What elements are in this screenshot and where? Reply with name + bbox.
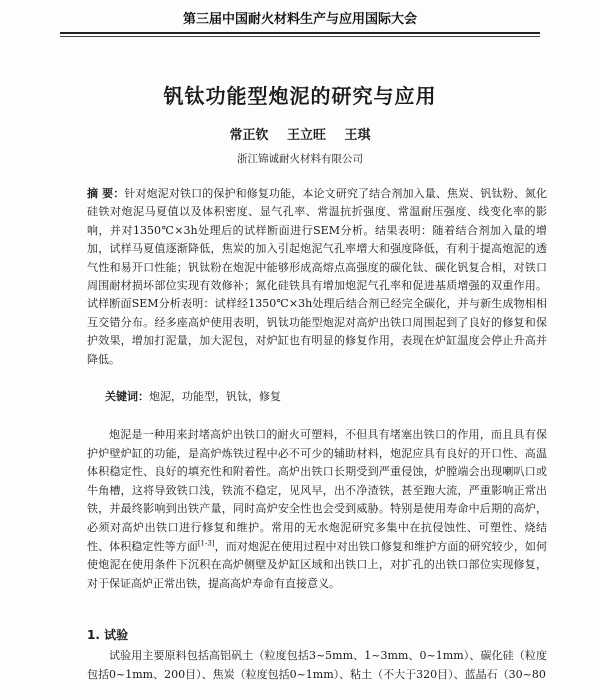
section-heading: 1. 试验 (87, 628, 129, 642)
keywords-text: 炮泥，功能型，钒钛，修复 (149, 390, 281, 403)
paper-affiliation: 浙江锦诚耐火材料有限公司 (237, 153, 363, 165)
paper-authors: 常正钦 王立旺 王琪 (229, 128, 371, 143)
header-rule-thin (60, 36, 540, 37)
paper-title: 钒钛功能型炮泥的研究与应用 (163, 84, 437, 108)
keywords (105, 388, 545, 406)
abstract-text: 针对炮泥对铁口的保护和修复功能，本论文研究了结合剂加入量、焦炭、钒钛粉、氮化硅铁对炮泥马夏值以及体积密度、显气孔率、常温抗折强度、常温耐压强度、线变化率的影响，并对1350℃×3h处理后的试样断面进行SEM分析。结果表明：随着结合剂加入量的增加，试样马夏值逐渐降低，焦炭的加入引起炮泥气孔率增大和强度降低，有利于提高炮泥的透气性和易开口性能；钒钛粉在炮泥中能够形成高熔点高强度的碳化钛、碳化钒复合相，对铁口周围耐材损坏部位实现有效修补；氮化硅铁具有增加炮泥气孔率和促进基质增强的双重作用。试样断面SEM分析表明：试样经1350℃×3h处理后结合剂已经完全碳化，并与新生成物相相互交错分布。经多座高炉使用表明，钒钛功能型炮泥对高炉出铁口周围起到了良好的修复和保护效果，增加打泥量，加大泥包，对炉缸也有明显的修复作用，表现在炉缸温度会停止升高并降低。 (87, 187, 547, 366)
intro-text: 炮泥是一种用来封堵高炉出铁口的耐火可塑料，不但具有堵塞出铁口的作用，而且具有保护炉壁炉缸的功能，是高炉炼铁过程中必不可少的辅助材料，炮泥应具有良好的开口性、高温体积稳定性、良好的填充性和附着性。高炉出铁口长期受到严重侵蚀，炉膛端会出现喇叭口或牛角槽，这将导致铁口浅，铁流不稳定，见风早，出不净渣铁，甚至跑大流，严重影响正常出铁，并最终影响到出铁产量，同时高炉安全性也会受到威胁。特别是使用寿命中后期的高炉，必须对高炉出铁口进行修复和维护。常用的无水炮泥研究多集中在抗侵蚀性、可塑性、烧结性、体积稳定性等方面 (87, 428, 547, 553)
intro-text-after: ，而对炮泥在使用过程中对出铁口修复和维护方面的研究较少，如何使炮泥在使用条件下沉积在高炉侧壁及炉缸区域和出铁口上，对扩孔的出铁口部位实现修复，对于保证高炉正常出铁，提高高炉寿命有直接意义。 (87, 539, 548, 590)
intro-paragraph (87, 426, 547, 593)
section-body: 试验用主要原料包括高铝矾土（粒度包括3~5mm、1~3mm、0~1mm）、碳化硅（粒度包括0~1mm、200目）、焦炭（粒度包括0~1mm）、粘土（不大于320目）、蓝晶石（30~80 (87, 649, 547, 681)
citation: [1-3] (197, 538, 215, 547)
keywords-label: 关键词： (105, 390, 149, 403)
abstract (87, 185, 547, 369)
conference-header: 第三届中国耐火材料生产与应用国际大会 (182, 12, 417, 27)
abstract-label: 摘 要： (87, 187, 125, 200)
header-rule (60, 32, 540, 34)
